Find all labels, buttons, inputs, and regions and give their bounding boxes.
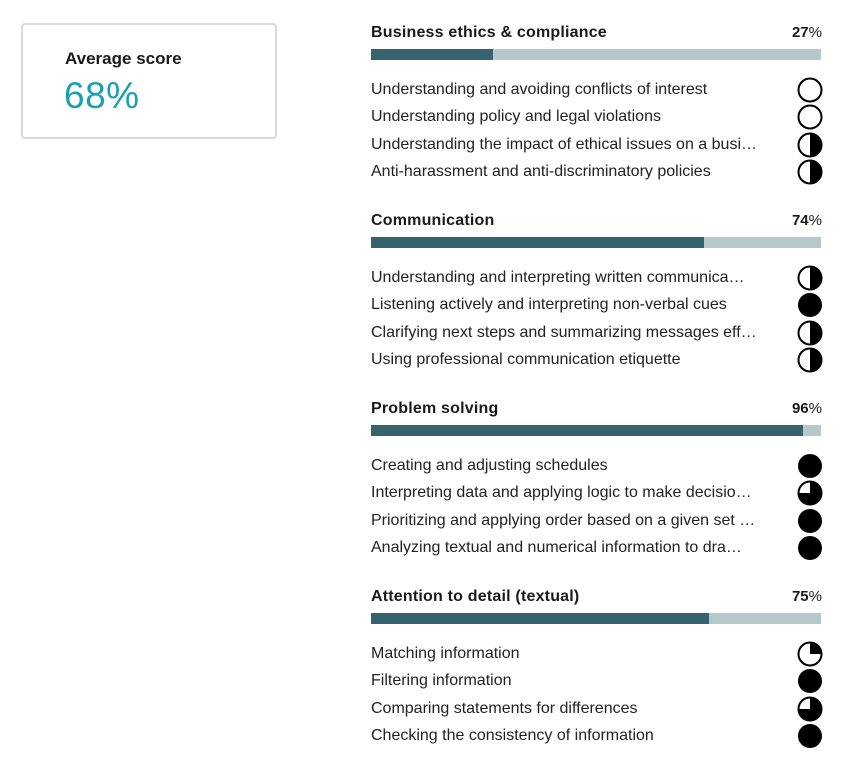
percent-sign: % (808, 212, 822, 229)
category-section (371, 588, 822, 750)
skill-row (371, 76, 822, 104)
skill-row (371, 640, 822, 668)
score-pie-icon (797, 535, 823, 561)
category-percent (792, 400, 822, 417)
category-title: Problem solving (371, 400, 499, 417)
skill-row (371, 723, 822, 751)
category-progress-fill (371, 425, 803, 436)
score-pie-icon (797, 641, 823, 667)
skill-label: Understanding policy and legal violations (371, 108, 661, 126)
skill-row (371, 452, 822, 480)
skill-label: Anti-harassment and anti-discriminatory policies (371, 163, 711, 181)
skill-row (371, 131, 822, 159)
skill-row (371, 104, 822, 132)
category-progress-bar (371, 237, 821, 248)
skill-row (371, 319, 822, 347)
category-section (371, 400, 822, 562)
skill-row (371, 507, 822, 535)
skill-label: Understanding the impact of ethical issues on a busi… (371, 135, 757, 153)
score-pie-icon (797, 668, 823, 694)
category-percent-value: 96 (791, 400, 809, 417)
score-pie-icon (797, 104, 823, 130)
score-pie-icon (797, 292, 823, 318)
skill-row (371, 480, 822, 508)
skill-label: Understanding and avoiding conflicts of interest (371, 80, 708, 98)
skill-row (371, 668, 822, 696)
category-header (371, 212, 822, 234)
category-percent-value: 74 (791, 212, 809, 229)
skill-row (371, 347, 822, 375)
average-score-value: 68% (64, 75, 140, 116)
skill-list (371, 452, 822, 562)
category-header (371, 400, 822, 422)
skill-row (371, 535, 822, 563)
category-progress-bar (371, 49, 821, 60)
category-progress-bar (371, 425, 821, 436)
skill-list (371, 264, 822, 374)
skill-label: Using professional communication etiquette (371, 351, 681, 369)
skill-list (371, 76, 822, 186)
score-pie-icon (797, 480, 823, 506)
score-pie-icon (797, 77, 823, 103)
category-progress-bar (371, 613, 821, 624)
skill-label: Understanding and interpreting written communica… (371, 268, 745, 286)
skill-label: Listening actively and interpreting non-verbal cues (371, 296, 727, 314)
percent-sign: % (808, 400, 822, 417)
skill-label: Analyzing textual and numerical information to dra… (371, 539, 742, 557)
score-pie-icon (797, 347, 823, 373)
skill-label: Clarifying next steps and summarizing messages eff… (371, 323, 757, 341)
skill-label: Comparing statements for differences (371, 699, 638, 717)
skill-row (371, 159, 822, 187)
skill-row (371, 695, 822, 723)
category-title: Attention to detail (textual) (371, 588, 580, 605)
score-pie-icon (797, 265, 823, 291)
category-title: Business ethics & compliance (371, 24, 607, 41)
score-pie-icon (797, 723, 823, 749)
category-section (371, 212, 822, 374)
skill-label: Filtering information (371, 672, 512, 690)
category-percent-value: 75 (791, 588, 809, 605)
category-title: Communication (371, 212, 495, 229)
score-pie-icon (797, 159, 823, 185)
skill-label: Matching information (371, 644, 520, 662)
category-progress-fill (371, 237, 704, 248)
category-header (371, 588, 822, 610)
skill-label: Creating and adjusting schedules (371, 456, 608, 474)
score-pie-icon (797, 508, 823, 534)
category-header (371, 24, 822, 46)
skill-label: Checking the consistency of information (371, 727, 654, 745)
percent-sign: % (808, 588, 822, 605)
category-percent (792, 24, 822, 41)
percent-sign: % (808, 24, 822, 41)
score-pie-icon (797, 132, 823, 158)
skill-label: Interpreting data and applying logic to make decisio… (371, 484, 752, 502)
score-pie-icon (797, 696, 823, 722)
category-list (371, 24, 822, 776)
category-percent-value: 27 (791, 24, 809, 41)
category-percent (792, 588, 822, 605)
category-percent (792, 212, 822, 229)
category-progress-fill (371, 613, 709, 624)
skill-row (371, 292, 822, 320)
average-score-label: Average score (65, 49, 182, 68)
score-pie-icon (797, 320, 823, 346)
skill-label: Prioritizing and applying order based on a given set … (371, 511, 756, 529)
category-section (371, 24, 822, 186)
score-pie-icon (797, 453, 823, 479)
skill-list (371, 640, 822, 750)
skill-row (371, 264, 822, 292)
average-score-card (21, 23, 277, 139)
category-progress-fill (371, 49, 493, 60)
